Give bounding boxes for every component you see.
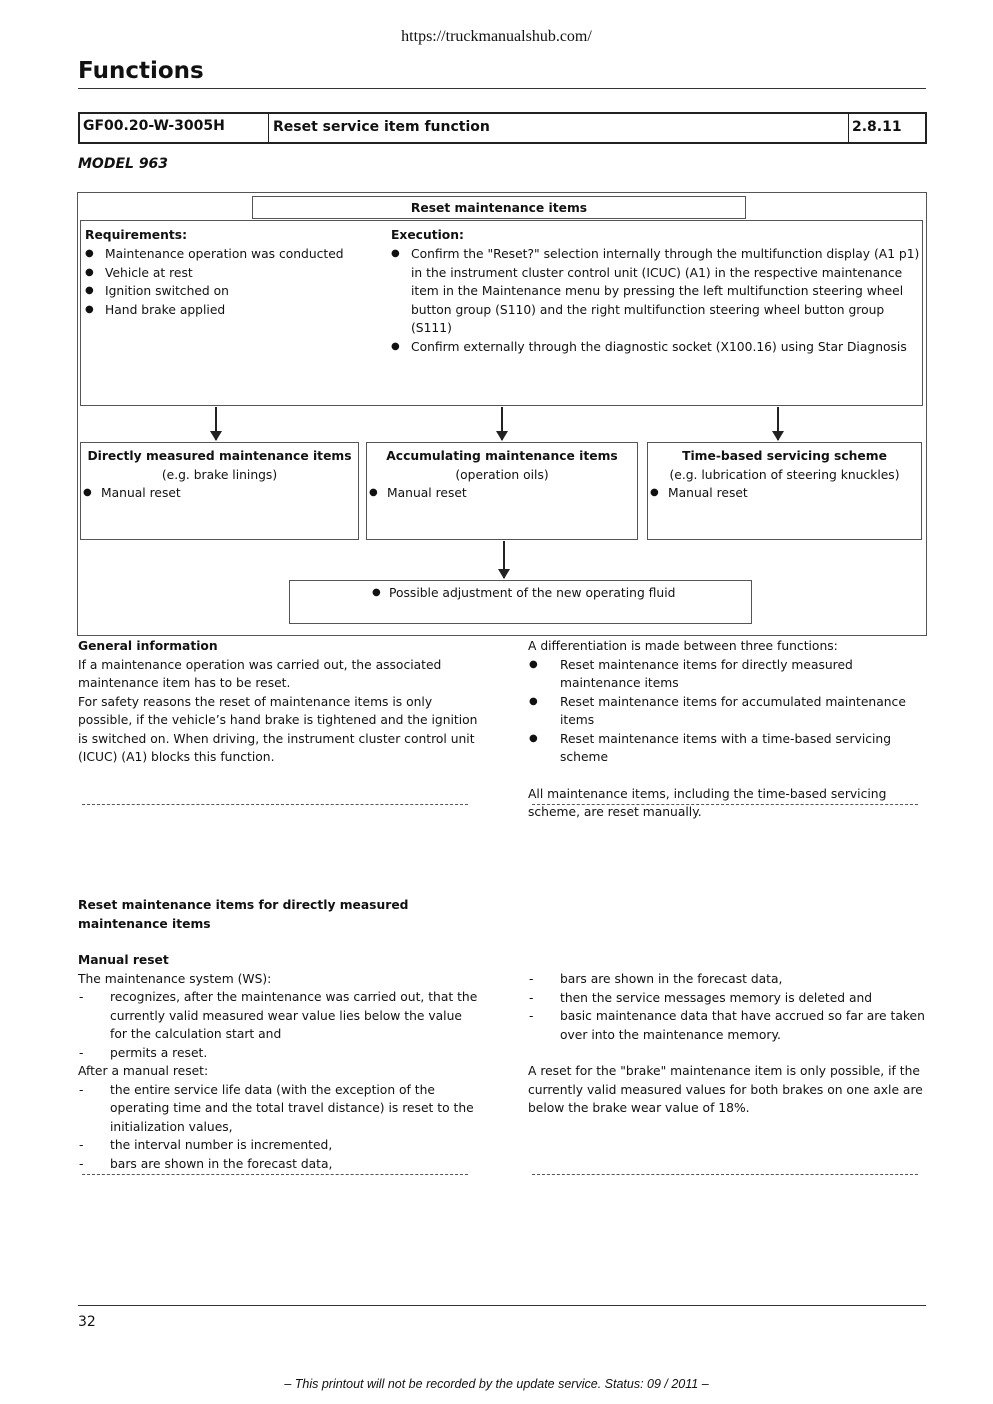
arrow-down-icon [501,407,503,440]
model-label: MODEL 963 [78,156,169,172]
list-item: - the interval number is incremented, [78,1136,478,1155]
box-title: Accumulating maintenance items [386,449,618,463]
list-item: ● Maintenance operation was conducted [85,245,365,264]
doc-number: 2.8.11 [852,119,902,135]
divider [82,1174,468,1175]
list-item: ● Confirm externally through the diagnostic socket (X100.16) using Star Diagnosis [391,338,921,357]
box-time-based [647,442,922,540]
box-subtitle: (operation oils) [455,467,549,482]
box-operating-fluid [289,580,752,624]
box-item: ● Manual reset [367,484,637,503]
box-item: ● Manual reset [648,484,921,503]
differentiation-block [528,637,928,822]
list-item: - basic maintenance data that have accrued so far are taken over into the maintenance memory. [528,1007,928,1044]
diagram-title: Reset maintenance items [252,196,746,219]
fluid-item: ● Possible adjustment of the new operating fluid [372,586,675,600]
list-item: ● Hand brake applied [85,301,365,320]
box-directly-measured [80,442,359,540]
box-accumulating [366,442,638,540]
brake-note: A reset for the "brake" maintenance item is only possible, if the currently valid measured values for both brakes on one axle are below the brake wear value of 18%. [528,1064,923,1115]
box-title: Directly measured maintenance items [87,449,352,463]
doc-title: Reset service item function [269,114,849,142]
divider [532,804,918,805]
box-subtitle: (e.g. lubrication of steering knuckles) [669,467,900,482]
general-paragraph: If a maintenance operation was carried out, the associated maintenance item has to be reset. [78,657,442,690]
page-number: 32 [78,1314,96,1330]
requirements-block [85,228,365,319]
differentiation-list [528,656,928,767]
arrow-down-icon [215,407,217,440]
list-item: ● Vehicle at rest [85,264,365,283]
execution-block [391,228,921,356]
general-heading: General information [78,639,218,653]
box-item: ● Manual reset [81,484,358,503]
requirements-heading: Requirements: [85,228,188,242]
list-item: ● Confirm the "Reset?" selection internally through the multifunction display (A1 p1) in the instrument cluster control unit (ICUC) (A1) in the respective maintenance item in the Maintenance menu by pressing the left multifunction steering wheel button group (S110) and the right multifunction steering wheel button group (S111) [391,245,921,338]
execution-list [391,245,921,356]
right-list [528,970,928,1044]
list-item: - bars are shown in the forecast data, [78,1155,478,1174]
ws-list [78,988,478,1062]
after-intro: After a manual reset: [78,1064,209,1078]
list-item: ● Reset maintenance items for accumulated maintenance items [528,693,928,730]
divider [82,804,468,805]
doc-code: GF00.20-W-3005H [80,114,269,142]
general-paragraph: For safety reasons the reset of maintenance items is only possible, if the vehicle’s hand brake is tightened and the ignition is switched on. When driving, the instrument cluster control unit (ICUC) (A1) blocks this function. [78,694,478,764]
list-item: ● Reset maintenance items with a time-based servicing scheme [528,730,928,767]
list-item: ● Ignition switched on [85,282,365,301]
footer-rule [78,1305,926,1306]
reset-heading: Reset maintenance items for directly measured maintenance items [78,898,409,931]
source-url: https://truckmanualshub.com/ [401,28,592,45]
box-title: Time-based servicing scheme [682,449,887,463]
list-item: - the entire service life data (with the exception of the operating time and the total travel distance) is reset to the initialization values, [78,1081,478,1137]
manual-reset-subheading: Manual reset [78,953,169,967]
differentiation-outro: All maintenance items, including the time-based servicing scheme, are reset manually. [528,786,887,819]
after-list [78,1081,478,1174]
requirements-list [85,245,365,319]
diagram-main-box [80,220,923,406]
ws-intro: The maintenance system (WS): [78,971,272,986]
list-item: - bars are shown in the forecast data, [528,970,928,989]
footer-note: – This printout will not be recorded by the update service. Status: 09 / 2011 – [284,1377,709,1391]
arrow-down-icon [503,541,505,578]
arrow-down-icon [777,407,779,440]
section-title: Functions [78,58,204,84]
list-item: - permits a reset. [78,1044,478,1063]
reset-section-left [78,896,478,1173]
reset-section-right [528,970,928,1118]
list-item: - then the service messages memory is deleted and [528,989,928,1008]
differentiation-intro: A differentiation is made between three functions: [528,639,838,653]
box-subtitle: (e.g. brake linings) [161,467,278,482]
document-header-table [78,112,927,144]
header-rule [78,88,926,89]
list-item: ● Reset maintenance items for directly measured maintenance items [528,656,928,693]
list-item: - recognizes, after the maintenance was carried out, that the currently valid measured wear value lies below the value for the calculation start and [78,988,478,1044]
execution-heading: Execution: [391,228,464,242]
divider [532,1174,918,1175]
general-information [78,637,478,767]
